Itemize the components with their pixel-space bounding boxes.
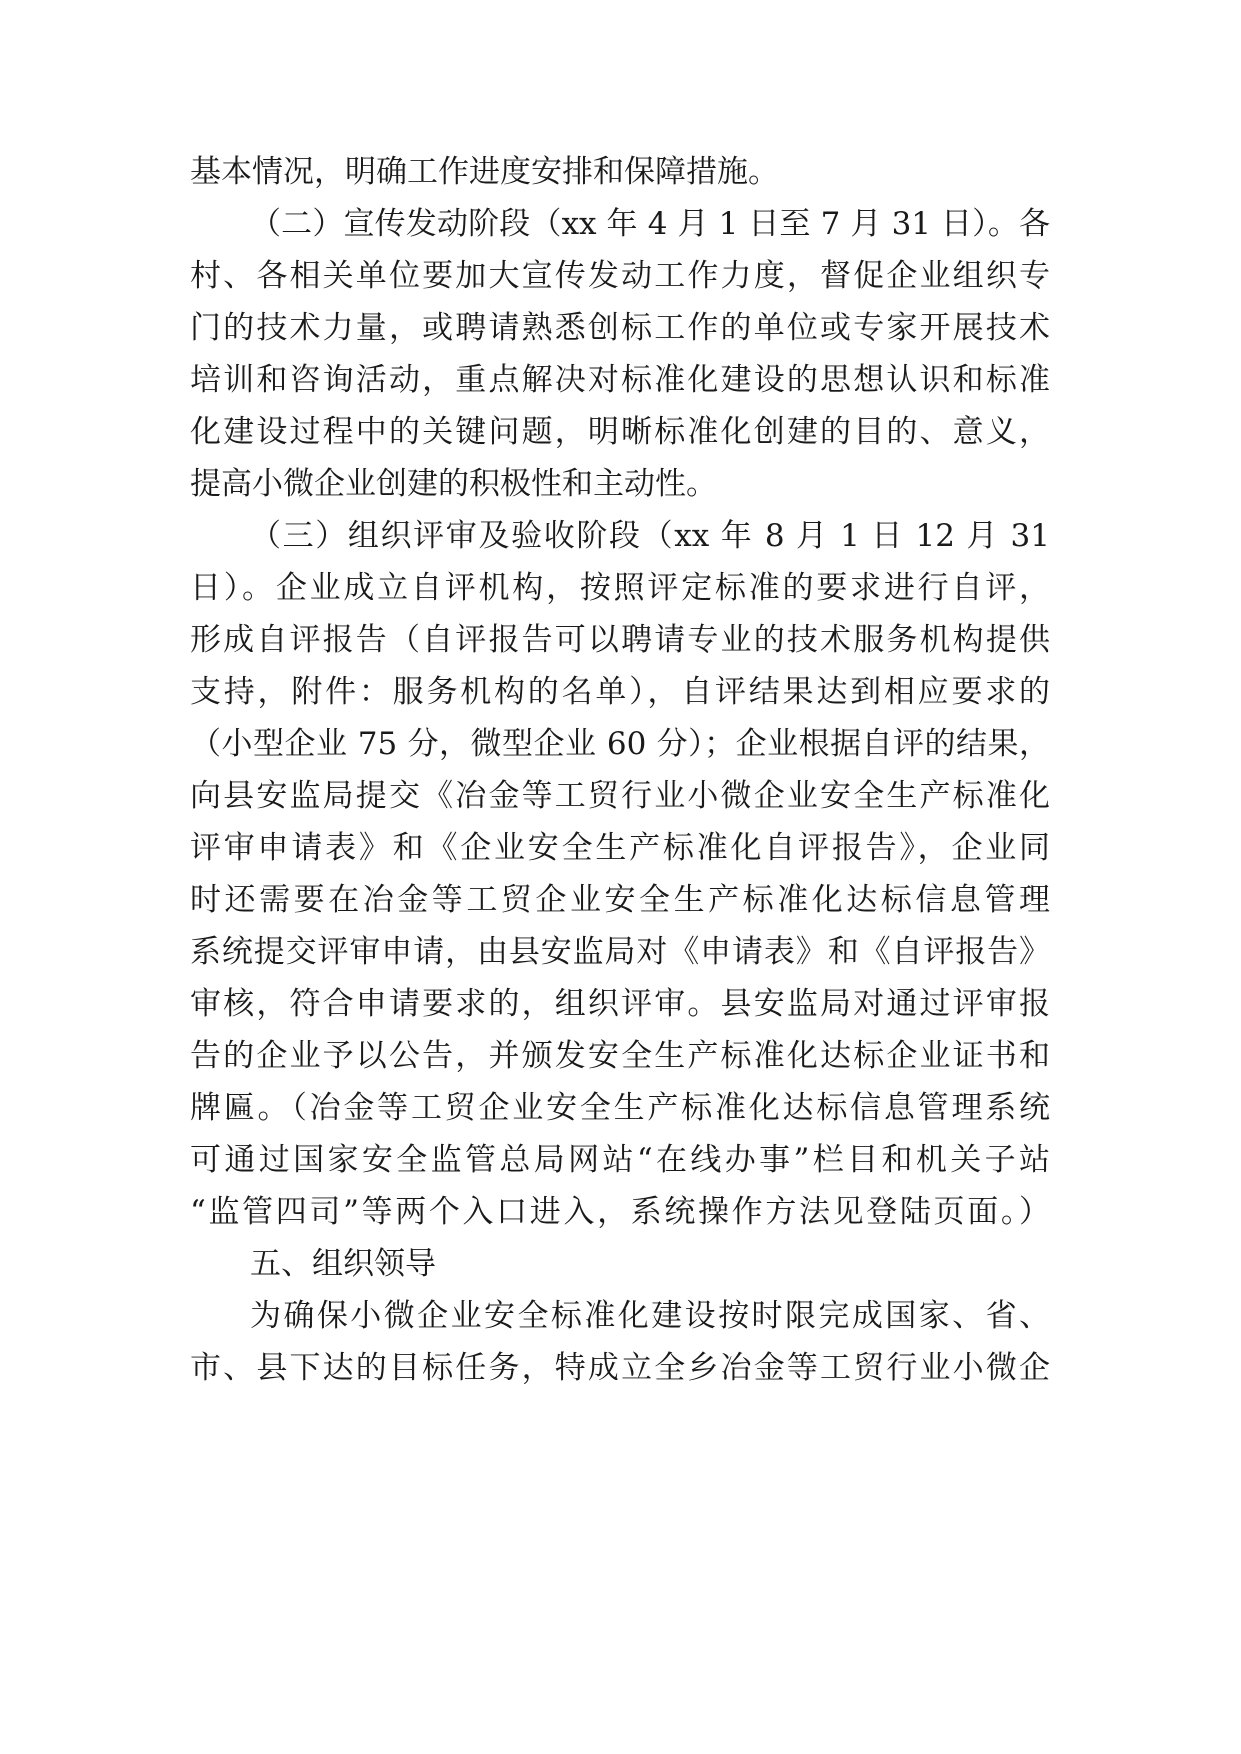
text-line-14: 评审申请表》和《企业安全生产标准化自评报告》，企业同 bbox=[190, 830, 1050, 866]
section-heading: 五、组织领导 bbox=[250, 1246, 436, 1282]
text-line-12: （小型企业 75 分，微型企业 60 分）；企业根据自评的结果， bbox=[190, 726, 1050, 762]
text-line-3: 村、各相关单位要加大宣传发动工作力度，督促企业组织专 bbox=[190, 258, 1050, 294]
text-line-24: 市、县下达的目标任务，特成立全乡冶金等工贸行业小微企 bbox=[190, 1350, 1050, 1386]
text-line-5: 培训和咨询活动，重点解决对标准化建设的思想认识和标准 bbox=[190, 362, 1050, 398]
text-line-2: （二）宣传发动阶段（xx 年 4 月 1 日至 7 月 31 日）。各 bbox=[250, 206, 1050, 242]
text-line-20: 可通过国家安全监管总局网站“在线办事”栏目和机关子站 bbox=[190, 1142, 1050, 1178]
text-line-16: 系统提交评审申请，由县安监局对《申请表》和《自评报告》 bbox=[190, 934, 1050, 970]
text-line-23: 为确保小微企业安全标准化建设按时限完成国家、省、 bbox=[250, 1298, 1050, 1334]
text-line-9: 日）。企业成立自评机构，按照评定标准的要求进行自评， bbox=[190, 570, 1050, 606]
text-line-10: 形成自评报告（自评报告可以聘请专业的技术服务机构提供 bbox=[190, 622, 1050, 658]
text-line-6: 化建设过程中的关键问题，明晰标准化创建的目的、意义， bbox=[190, 414, 1050, 450]
text-line-7: 提高小微企业创建的积极性和主动性。 bbox=[190, 466, 717, 502]
text-line-13: 向县安监局提交《冶金等工贸行业小微企业安全生产标准化 bbox=[190, 778, 1050, 814]
text-line-15: 时还需要在冶金等工贸企业安全生产标准化达标信息管理 bbox=[190, 882, 1050, 918]
text-line-11: 支持，附件：服务机构的名单），自评结果达到相应要求的 bbox=[190, 674, 1050, 710]
text-line-1: 基本情况，明确工作进度安排和保障措施。 bbox=[190, 154, 779, 190]
text-line-17: 审核，符合申请要求的，组织评审。县安监局对通过评审报 bbox=[190, 986, 1050, 1022]
text-line-21: “监管四司”等两个入口进入，系统操作方法见登陆页面。） bbox=[190, 1194, 1050, 1230]
text-line-18: 告的企业予以公告，并颁发安全生产标准化达标企业证书和 bbox=[190, 1038, 1050, 1074]
text-line-19: 牌匾。（冶金等工贸企业安全生产标准化达标信息管理系统 bbox=[190, 1090, 1050, 1126]
text-line-4: 门的技术力量，或聘请熟悉创标工作的单位或专家开展技术 bbox=[190, 310, 1050, 346]
text-line-8: （三）组织评审及验收阶段（xx 年 8 月 1 日 12 月 31 bbox=[250, 518, 1050, 554]
